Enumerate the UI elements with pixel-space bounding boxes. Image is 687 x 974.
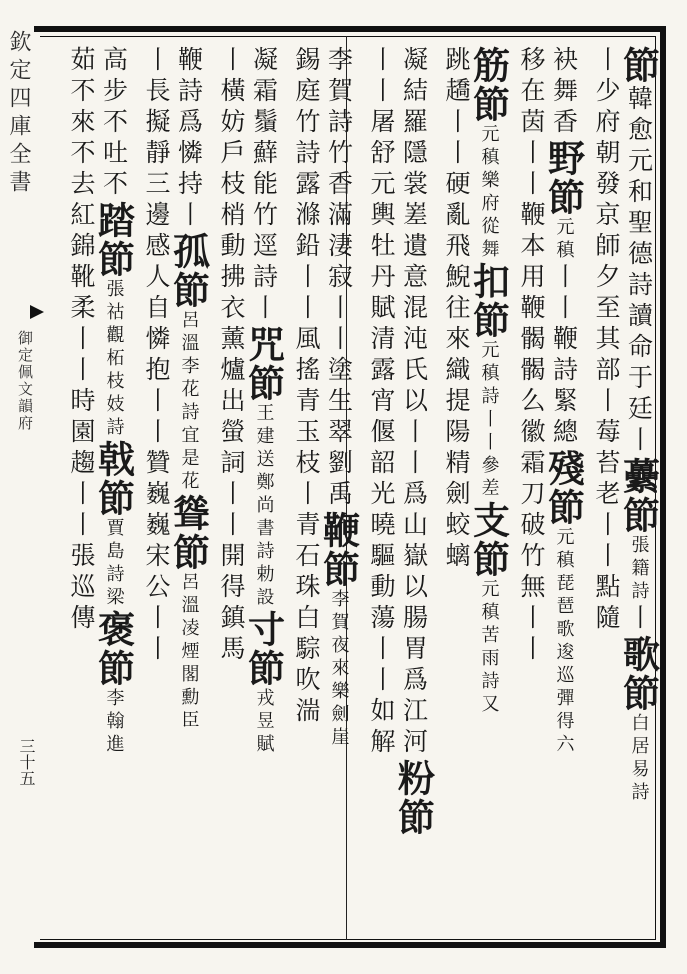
text-segment: 元稹詩丨丨參差 bbox=[478, 340, 500, 501]
entry-heading: 褒節 bbox=[91, 610, 136, 688]
text-segment: 亂飛鯢往來織 bbox=[442, 201, 471, 387]
text-segment: 元稹苦雨詩又 bbox=[478, 579, 500, 717]
text-segment: 丨丨屠舒元輿牡丹賦清露宵偃韶光曉驅動蕩丨丨如解 bbox=[367, 46, 396, 759]
margin-subtitle: 御定佩文韻府 bbox=[16, 330, 34, 432]
text-segment: 丨少府朝發京師夕至其部 bbox=[592, 46, 621, 387]
text-segment: 高步不吐不 bbox=[99, 46, 129, 201]
text-segment: 張巡傳 bbox=[67, 542, 96, 635]
entry-heading: 寸節 bbox=[241, 610, 286, 688]
entry-heading: 節 bbox=[616, 46, 661, 85]
text-segment: 戎昱賦 bbox=[253, 688, 275, 757]
text-segment: 呂溫李花詩宜是花 bbox=[178, 310, 200, 494]
text-segment: 王建送鄭尚書詩勅設 bbox=[253, 403, 275, 610]
entry-heading: 筋節 bbox=[466, 46, 511, 124]
text-segment: 薰爐出螢詞丨丨開 bbox=[217, 325, 246, 573]
text-segment: 張籍詩 bbox=[628, 535, 650, 604]
text-segment: 韓愈元和聖德詩讀命于廷 bbox=[624, 85, 654, 426]
text-segment: 賈島詩梁 bbox=[103, 518, 125, 610]
text-segment: 元稹琵琶歌逡巡彈得六 bbox=[553, 527, 575, 757]
entry-heading: 扣節 bbox=[466, 262, 511, 340]
entry-heading: 野節 bbox=[541, 139, 586, 217]
text-segment: 李翰進 bbox=[103, 688, 125, 757]
text-segment: 呂溫凌煙閣勳臣 bbox=[178, 572, 200, 733]
text-segment: 園趨丨丨 bbox=[67, 418, 96, 542]
entry-heading: 殘節 bbox=[541, 449, 586, 527]
text-segment: 跳趫丨丨硬 bbox=[442, 46, 471, 201]
text-segment: 丨丨鞭本用鞭𩩲𩩲 bbox=[517, 139, 546, 387]
text-segment: 丨橫妨戶枝梢動拂衣 bbox=[217, 46, 246, 325]
text-segment: 丨莓苔老 bbox=[592, 387, 621, 511]
entry-heading: 粉節 bbox=[391, 759, 436, 837]
margin-title: 欽定四庫全書 bbox=[6, 30, 31, 198]
entry-heading: 孤節 bbox=[166, 232, 211, 310]
text-segment: 贊巍巍宋公丨丨 bbox=[142, 449, 171, 666]
entry-heading: 咒節 bbox=[241, 325, 286, 403]
text-segment: 茹不來不去 bbox=[67, 46, 96, 201]
text-column bbox=[38, 46, 94, 936]
text-segment: 凝霜鬚蘚能竹逕詩丨 bbox=[249, 46, 279, 325]
text-segment: 丨丨點隨 bbox=[592, 511, 621, 635]
text-segment: 白居易詩 bbox=[628, 713, 650, 805]
text-segment: 元稹樂府從舞 bbox=[478, 124, 500, 262]
text-segment: 么徽霜刀破竹無丨丨 bbox=[517, 387, 546, 666]
text-segment: 李賀詩竹香滿淒寂丨丨塗生翠劉禹 bbox=[324, 46, 354, 511]
text-segment: 鞭詩爲憐持丨 bbox=[174, 46, 204, 232]
text-segment: 凝結羅隱裳嵳遺意混沌氏以丨丨爲山嶽以腸胃爲江河 bbox=[399, 46, 429, 759]
margin-page-number: 三十五 bbox=[17, 738, 36, 786]
text-segment: 李賀夜來樂劍崖 bbox=[328, 589, 350, 750]
entry-heading: 戟節 bbox=[91, 440, 136, 518]
entry-heading: 虆節 bbox=[616, 457, 661, 535]
text-segment: 丨丨鞭詩緊總 bbox=[549, 263, 579, 449]
text-segment: 張祜觀柘枝妓詩 bbox=[103, 279, 125, 440]
text-segment: 丨長擬靜三邊 bbox=[142, 46, 171, 232]
entry-heading: 踏節 bbox=[91, 201, 136, 279]
text-segment: 丨青石珠白騌吹湍 bbox=[292, 480, 321, 728]
text-segment: 感人自憐抱丨丨 bbox=[142, 232, 171, 449]
text-segment: 紅錦靴柔丨丨時 bbox=[67, 201, 96, 418]
text-segment: 提陽精劍蛟螭 bbox=[442, 387, 471, 573]
entry-heading: 支節 bbox=[466, 501, 511, 579]
text-segment: 丨 bbox=[624, 426, 654, 457]
text-segment: 移在茵 bbox=[517, 46, 546, 139]
entry-heading: 鞭節 bbox=[316, 511, 361, 589]
entry-heading: 聳節 bbox=[166, 494, 211, 572]
text-segment: 元稹 bbox=[553, 217, 575, 263]
text-segment: 錫庭竹詩露滌鉛丨丨風搖青玉枝 bbox=[292, 46, 321, 480]
text-segment: 得鎮馬 bbox=[217, 573, 246, 666]
text-segment: 袂舞香 bbox=[549, 46, 579, 139]
entry-heading: 歌節 bbox=[616, 635, 661, 713]
text-segment: 丨 bbox=[624, 604, 654, 635]
